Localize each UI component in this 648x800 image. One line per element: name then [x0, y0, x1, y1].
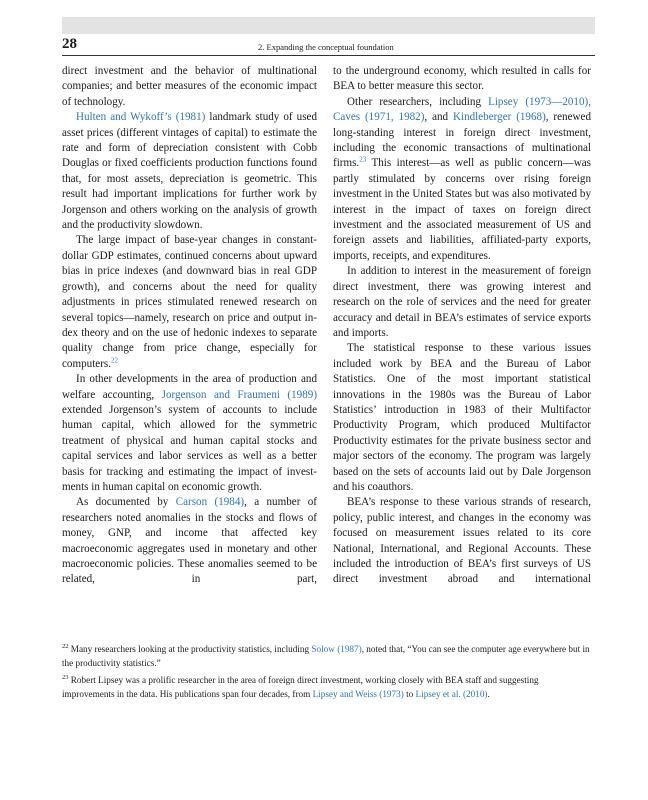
citation-link[interactable]: Lipsey and Weiss (1973) — [312, 688, 404, 699]
citation-link[interactable]: Lipsey et al. (2010) — [415, 688, 488, 699]
paragraph-text: extended Jorgenson’s system of accounts to include human capital, which allowed for the symmetric treatment of physical and human capital stocks and capital services and labor services as well as a better basis for tracking and estimating the impact of investments in human capital on economic growth. — [62, 403, 317, 493]
paragraph-text: , renewed long-standing interest in foreign direct investment, including the economic transactions of multinational firms. — [333, 111, 591, 170]
footnote-text: to — [403, 688, 416, 699]
citation-link[interactable]: Jorgenson and Fraumeni (1989) — [161, 388, 318, 401]
paragraph-text: This interest—as well as public concern—was partly stimulated by concerns over rising foreign investment in the United States but was also motivated by interest in the impact of taxes on foreign direct investment and the associated measurement of US and foreign assets and liabilities, affiliated-party exports, imports, receipts, and expenditures. — [333, 157, 591, 262]
paragraph-text: The large impact of base-year changes in constant-dollar GDP estimates, continued concerns about upward bias in price indexes (and downward bias in real GDP growth), and concerns about the need for quality adjustments in prices stimulated renewed research on several topics—namely, research on price and output index theory and on the use of hedonic indexes to separate quality change from price change, especially for computers. — [62, 234, 317, 370]
header-band — [62, 17, 595, 34]
paragraph-text: , a number of researchers noted anomalies in the stocks and flows of money, GNP, and income that affected key macroeconomic aggregates used in monetary and other macroeconomic policies. These anomalies seemed to be related, in part, — [62, 496, 317, 586]
running-head: 2. Expanding the conceptual foundation — [258, 42, 394, 52]
citation-link[interactable]: Lipsey (1973—2010), Caves (1971, 1982) — [333, 95, 591, 124]
right-column — [333, 64, 591, 588]
footnote-mark: 22 — [62, 642, 69, 650]
paragraph-text: landmark study of used asset prices (different vintages of capital) to estimate the rate and form of depreciation consistent with Cobb Douglas or fixed coefficients production functions found that, for most assets, depreciation is geometric. This result had important implications for further work by Jorgenson and others working on the analysis of growth and the productivity slowdown. — [62, 111, 317, 232]
left-column — [62, 64, 317, 588]
footnote-mark: 23 — [62, 674, 69, 682]
paragraph — [62, 233, 317, 372]
footnote-ref[interactable]: 22 — [111, 356, 118, 365]
paragraph: In addition to interest in the measurement of foreign direct investment, there was growing interest and research on the role of services and the need for greater accuracy and detail in BEA’s estimates of service exports and imports. — [333, 265, 591, 339]
footnote-22 — [62, 643, 592, 670]
citation-link[interactable]: Solow (1987) — [311, 644, 362, 654]
header-rule — [62, 55, 595, 56]
paragraph — [62, 495, 317, 587]
footnote-text: Many researchers looking at the productivity statistics, including — [68, 644, 312, 654]
footnote-23 — [62, 674, 592, 701]
footnote-text: Robert Lipsey was a prolific researcher in the area of foreign direct investment, working closely with BEA staff and suggesting improvements in the data. His publications span four decades, from — [62, 675, 539, 699]
citation-link[interactable]: Kindleberger (1968) — [452, 111, 546, 124]
citation-link[interactable]: Hulten and Wykoff’s (1981) — [76, 111, 206, 124]
paragraph: to the underground economy, which resulted in calls for BEA to better measure this sector. — [333, 65, 591, 93]
paragraph: direct investment and the behavior of multinational companies; and better measures of the economic impact of technology. — [62, 65, 317, 108]
paragraph — [62, 372, 317, 495]
paragraph — [62, 110, 317, 233]
footnotes — [62, 643, 592, 705]
paragraph-text: Other researchers, including — [347, 95, 489, 108]
page-number: 28 — [62, 36, 77, 52]
paragraph: The statistical response to these various issues included work by BEA and the Bureau of Labor Statistics. One of the most important statistical innovations in the 1980s was the Bureau of Labor Statistics’ introduction in 1983 of their Multifactor Productivity Program, which produced Multifactor Productivity estimates for the private business sector and major sectors of the economy. The program was largely based on the sets of accounts laid out by Dale Jorgenson and his coauthors. — [333, 342, 591, 493]
footnote-text: , noted that, “You can see the computer age everywhere but in the productivity statistics.” — [62, 644, 590, 668]
citation-link[interactable]: Carson (1984) — [175, 496, 245, 509]
paragraph-text: As documented by — [76, 496, 176, 509]
footnote-ref[interactable]: 23 — [359, 155, 367, 164]
paragraph: BEA’s response to these various strands of research, policy, public interest, and changes in the economy was focused on measurement issues related to its core National, International, and Regional Accounts. These included the introduction of BEA’s first surveys of US direct investment abroad and international — [333, 496, 591, 586]
paragraph-text: , and — [424, 111, 453, 124]
paragraph — [333, 95, 591, 264]
footnote-text: . — [487, 688, 490, 699]
paragraph-text: In other developments in the area of production and welfare accounting, — [62, 373, 317, 401]
